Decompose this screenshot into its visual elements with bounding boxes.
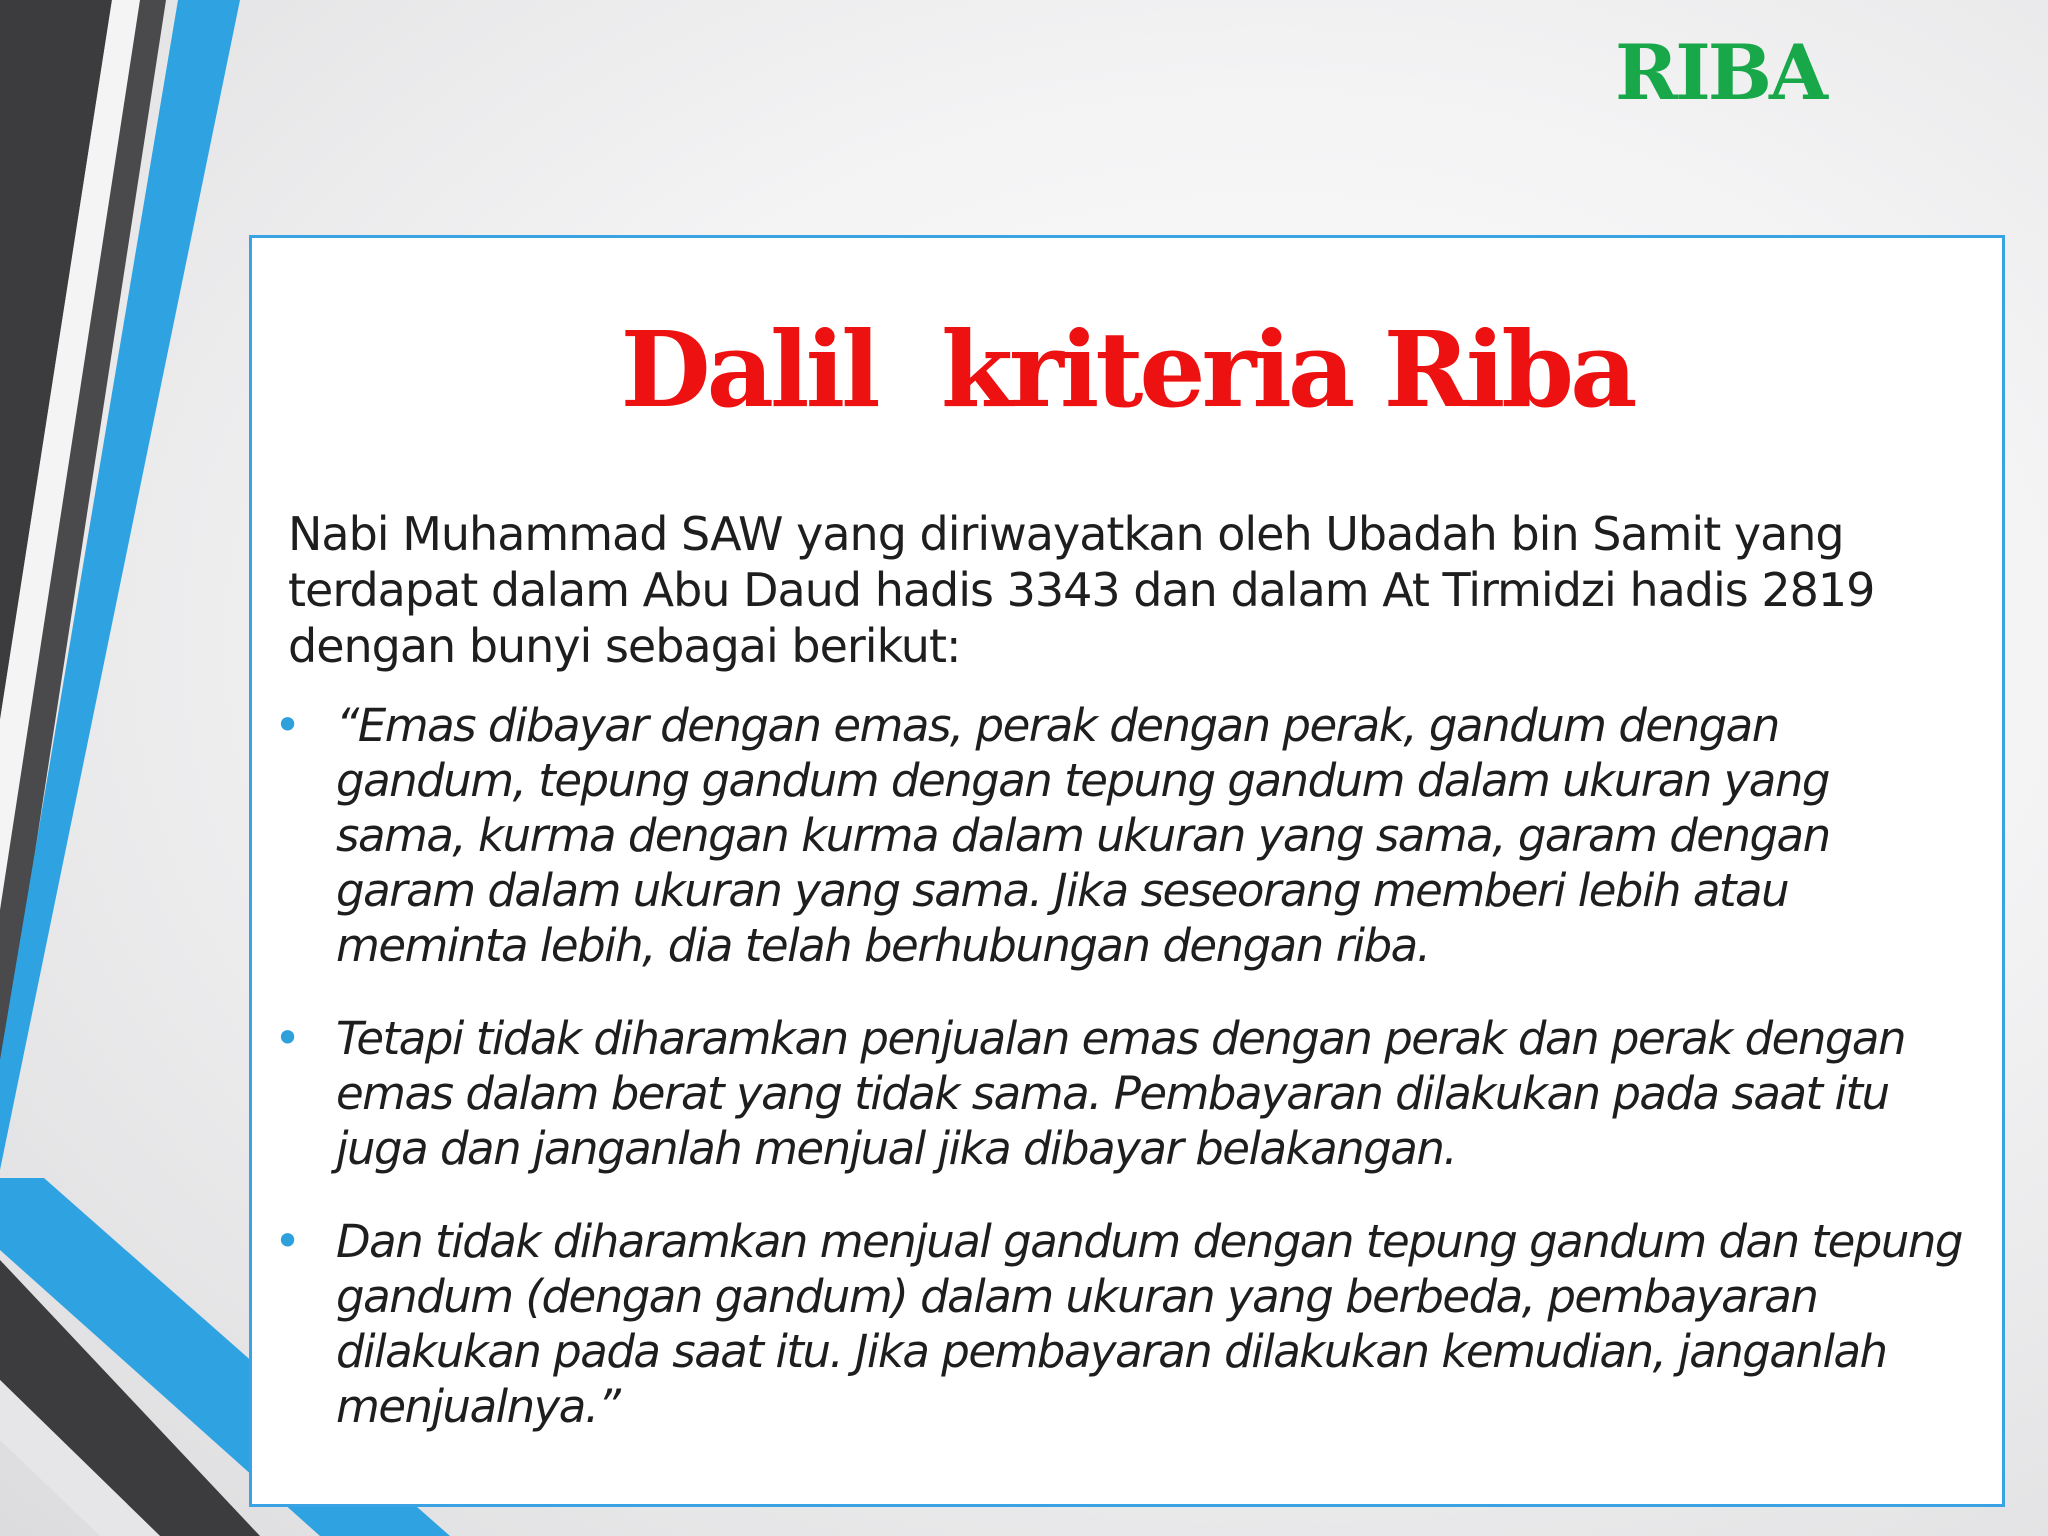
bullet-dot-icon: • bbox=[274, 1214, 300, 1268]
content-box bbox=[249, 235, 2005, 1507]
intro-paragraph: Nabi Muhammad SAW yang diriwayatkan oleh Ubadah bin Samit yang terdapat dalam Abu Daud hadis 3343 dan dalam At Tirmidzi hadis 2819 dengan bunyi sebagai berikut: bbox=[288, 507, 1875, 673]
bullet-item bbox=[252, 1214, 2002, 1434]
bullet-item bbox=[252, 698, 2002, 973]
corner-title: RIBA bbox=[1615, 28, 1825, 117]
bullet-dot-icon: • bbox=[274, 698, 300, 752]
bullet-item bbox=[252, 1011, 2002, 1176]
bullet-text: Tetapi tidak diharamkan penjualan emas dengan perak dan perak dengan emas dalam berat yang tidak sama. Pembayaran dilakukan pada saat itu juga dan janganlah menjual jika dibayar belakangan. bbox=[336, 1012, 1906, 1175]
bullet-text: Dan tidak diharamkan menjual gandum dengan tepung gandum dan tepung gandum (dengan gandum) dalam ukuran yang berbeda, pembayaran dilakukan pada saat itu. Jika pembayaran dilakukan kemudian, janganlah menjualnya.” bbox=[336, 1215, 1962, 1433]
hadith-bullet-list bbox=[252, 698, 2002, 1472]
slide-heading: Dalil kriteria Riba bbox=[620, 308, 1634, 431]
bullet-dot-icon: • bbox=[274, 1011, 300, 1065]
bullet-text: “Emas dibayar dengan emas, perak dengan perak, gandum dengan gandum, tepung gandum dengan tepung gandum dalam ukuran yang sama, kurma dengan kurma dalam ukuran yang sama, garam dengan garam dalam ukuran yang sama. Jika seseorang memberi lebih atau meminta lebih, dia telah berhubungan dengan riba. bbox=[336, 699, 1830, 972]
